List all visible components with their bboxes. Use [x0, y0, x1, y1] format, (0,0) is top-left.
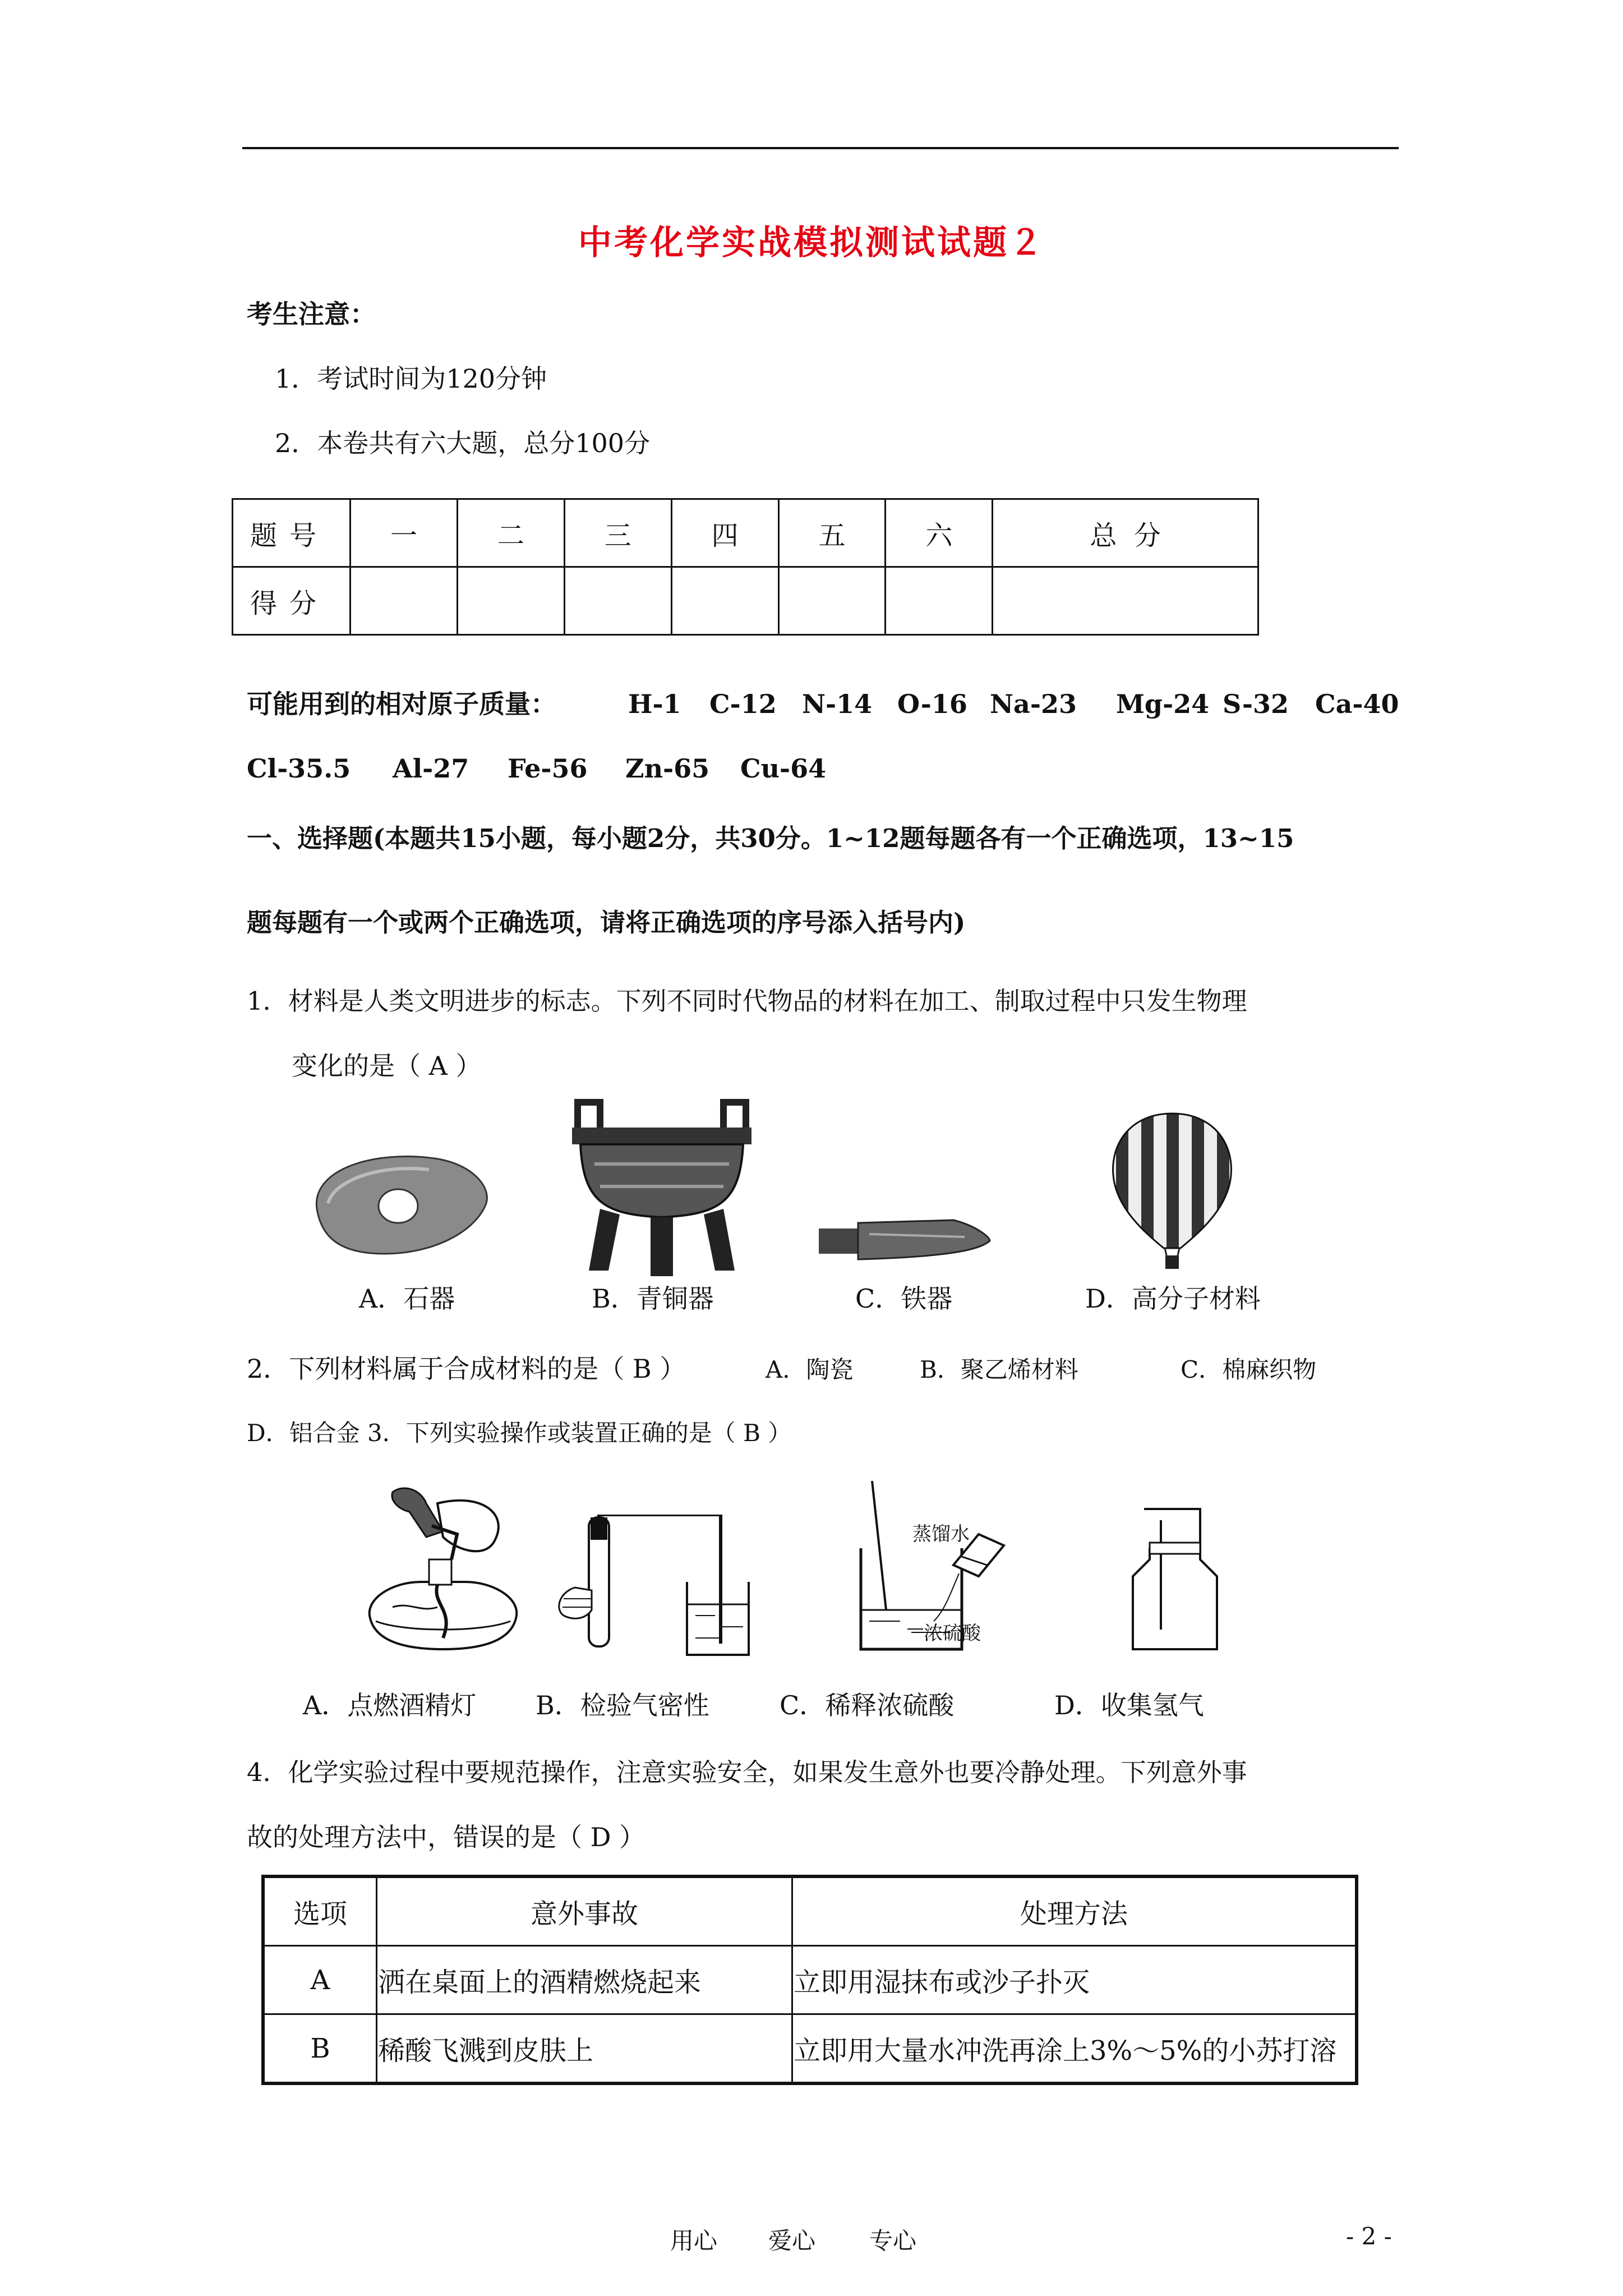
score-header-cell: 题号 — [233, 499, 351, 567]
q1-option-d: D．高分子材料 — [1085, 1283, 1261, 1314]
q1-option-c: C．铁器 — [855, 1283, 953, 1314]
score-header-cell: 二 — [457, 499, 564, 567]
notice-item-1: 1．考试时间为120分钟 — [275, 364, 547, 394]
atomic-mass-item: Zn-65 — [625, 753, 710, 784]
atomic-mass-item: Fe-56 — [508, 753, 588, 784]
atomic-mass-item: Ca-40 — [1315, 689, 1399, 719]
hot-air-balloon-image — [1108, 1111, 1237, 1273]
notice-heading: 考生注意： — [247, 299, 376, 329]
q2-option-b: B．聚乙烯材料 — [920, 1356, 1078, 1383]
footer-middle: 爱心 — [768, 2227, 816, 2254]
accident-header-cell: 意外事故 — [377, 1876, 792, 1946]
score-header-cell: 六 — [886, 499, 993, 567]
accident-cell: 洒在桌面上的酒精燃烧起来 — [377, 1946, 792, 2014]
atomic-mass-item: S-32 — [1223, 689, 1289, 719]
header-rule — [242, 147, 1399, 149]
atomic-mass-item: Mg-24 — [1116, 689, 1210, 719]
accident-table — [261, 1875, 1358, 2085]
bronze-vessel-image — [566, 1097, 757, 1282]
q4-stem-line1: 4．化学实验过程中要规范操作，注意实验安全，如果发生意外也要冷静处理。下列意外事 — [247, 1757, 1247, 1787]
q2-option-d: D．铝合金 — [247, 1419, 360, 1447]
q1-option-b: B．青铜器 — [592, 1283, 714, 1314]
q2-option-a: A．陶瓷 — [766, 1356, 854, 1383]
q1-option-a: A．石器 — [359, 1283, 455, 1314]
score-cell — [351, 567, 458, 635]
iron-tool-image — [819, 1212, 993, 1268]
score-header-cell: 一 — [351, 499, 458, 567]
accident-cell: B — [263, 2014, 377, 2084]
score-cell — [564, 567, 671, 635]
page-title: 中考化学实战模拟测试试题２ — [578, 223, 1045, 263]
accident-cell: A — [263, 1946, 377, 2014]
score-header-cell: 四 — [671, 499, 778, 567]
q1-stem-line1: 1．材料是人类文明进步的标志。下列不同时代物品的材料在加工、制取过程中只发生物理 — [247, 986, 1247, 1016]
airtightness-test-image — [552, 1515, 760, 1660]
atomic-mass-item: Cu-64 — [740, 753, 827, 784]
atomic-mass-item: C-12 — [709, 689, 777, 719]
atomic-mass-item: Al-27 — [393, 753, 469, 784]
atomic-mass-item: O-16 — [897, 689, 967, 719]
score-header-cell: 五 — [778, 499, 886, 567]
q1-stem-line2: 变化的是（ A ） — [292, 1051, 482, 1081]
q3-label-water: 蒸馏水 — [912, 1523, 970, 1545]
accident-cell: 稀酸飞溅到皮肤上 — [377, 2014, 792, 2084]
score-header-cell: 三 — [564, 499, 671, 567]
q2-option-c: C．棉麻织物 — [1181, 1356, 1317, 1383]
q3-option-c: C．稀释浓硫酸 — [780, 1690, 955, 1720]
page-number: - 2 - — [1346, 2223, 1392, 2250]
score-cell — [671, 567, 778, 635]
atomic-mass-label: 可能用到的相对原子质量： — [247, 689, 556, 719]
accident-table-row — [263, 1946, 1357, 2014]
alcohol-lamp-image — [359, 1481, 527, 1660]
score-table-header-row — [233, 499, 1258, 567]
section1-line1: 一、选择题(本题共15小题，每小题2分，共30分。1~12题每题各有一个正确选项，13~15 — [247, 823, 1294, 853]
q3-option-a: A．点燃酒精灯 — [303, 1690, 477, 1720]
score-row-label: 得分 — [233, 567, 351, 635]
atomic-mass-item: N-14 — [802, 689, 873, 719]
q3-label-acid: 浓硫酸 — [924, 1622, 981, 1645]
accident-cell: 立即用大量水冲洗再涂上3%～5%的小苏打溶 — [792, 2014, 1357, 2084]
footer-left: 用心 — [670, 2227, 718, 2254]
q2-stem: 2．下列材料属于合成材料的是（ B ） — [247, 1354, 686, 1384]
stone-tool-image — [306, 1147, 496, 1259]
q4-stem-line2: 故的处理方法中，错误的是（ D ） — [247, 1822, 645, 1852]
q3-stem: 3．下列实验操作或装置正确的是（ B ） — [367, 1419, 792, 1447]
q3-label-leader — [907, 1628, 923, 1630]
score-cell — [457, 567, 564, 635]
notice-item-2: 2．本卷共有六大题，总分100分 — [275, 428, 651, 458]
section1-line2: 题每题有一个或两个正确选项，请将正确选项的序号添入括号内) — [247, 908, 966, 937]
accident-table-header-row — [263, 1876, 1357, 1946]
score-table-row — [233, 567, 1258, 635]
q3-option-d: D．收集氢气 — [1054, 1690, 1204, 1720]
accident-table-row — [263, 2014, 1357, 2084]
atomic-mass-item: Cl-35.5 — [247, 753, 351, 784]
accident-header-cell: 处理方法 — [792, 1876, 1357, 1946]
atomic-mass-item: H-1 — [628, 689, 681, 719]
q3-option-b: B．检验气密性 — [536, 1690, 709, 1720]
gas-bottle-image — [1127, 1503, 1223, 1655]
score-cell — [886, 567, 993, 635]
footer-right: 专心 — [869, 2227, 917, 2254]
score-cell — [778, 567, 886, 635]
score-header-cell: 总 分 — [993, 499, 1258, 567]
accident-header-cell: 选项 — [263, 1876, 377, 1946]
score-cell — [993, 567, 1258, 635]
score-table — [232, 498, 1259, 636]
atomic-mass-item: Na-23 — [990, 689, 1077, 719]
accident-cell: 立即用湿抹布或沙子扑灭 — [792, 1946, 1357, 2014]
